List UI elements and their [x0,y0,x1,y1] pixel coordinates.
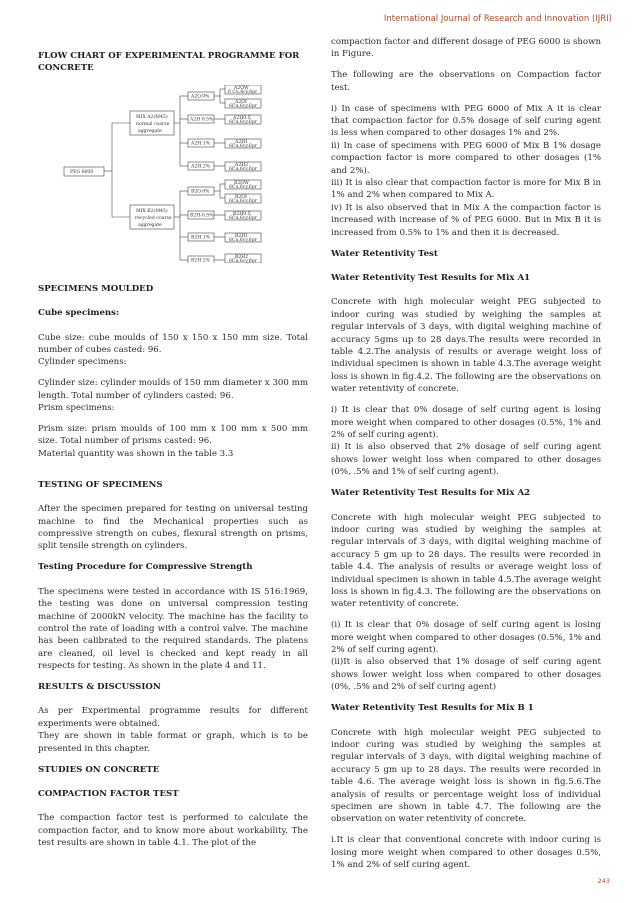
flowchart-heading: FLOW CHART OF EXPERIMENTAL PROGRAMME FOR CONCRETE [38,51,300,74]
results-text-1: As per Experimental programme results for different experiments were obtained. [38,706,308,729]
cylinder-label: Cylinder specimens: [38,357,127,368]
mix-a1-observation: i) It is clear that 0% dosage of self curing agent is losing more weight when compared to other dosages (0.5%, 1% and 2% of self curing agent). [331,405,601,440]
mix-a2-heading: Water Retentivity Test Results for Mix A2 [331,488,531,499]
flow-b-leaf-code: B2OW [234,180,249,186]
mix-a1-heading: Water Retentivity Test Results for Mix A1 [331,273,531,283]
flow-mix-a-line3: aggregate [138,128,162,134]
flow-b-leaf-detail: 6Cu,6cy,6pr [229,215,257,221]
results-text-2: They are shown in table format or graph, which is to be presented in this chapter. [38,731,308,754]
flow-a-node-label: A2H 0.5% [190,117,214,123]
flow-b-node-label: B2H-0.5% [190,213,214,219]
results-heading: RESULTS & DISCUSSION [38,682,161,693]
flow-a-leaf-detail: 6Cu,6cy,6pr [229,166,257,172]
testing-text: After the specimen prepared for testing on universal testing machine to find the Mechanical properties such as compressive strength on cubes, flexural strength on prisms, split tensile strength on cylinders. [38,504,308,552]
flow-b-node-label: B2O.0% [191,189,210,195]
flow-a-node-label: A2O.0% [191,94,210,100]
journal-header: International Journal of Research and Innovation (IJRI) [383,14,612,24]
flow-a-leaf-code: A2H2 [235,162,249,168]
flow-mix-b-line2: recycled coarse [135,215,172,221]
flow-mix-b-line3: aggregate [138,222,162,228]
mix-b1-observation: i.It is clear that conventional concrete with indoor curing is losing more weight when compared to other dosages 0.5%, 1% and 2% of self curing agent. [331,835,601,871]
flow-b-leaf-detail: 6Cu,6cy,6pr [229,258,257,263]
observation-item: iv) It is also observed that in Mix A the compaction factor is increased with increase of % of PEG 6000. But in Mix B it is increased from 0.5% to 1% and then it is decreased. [331,202,601,238]
flow-a-node-label: A2H.2% [191,164,210,170]
right-column [331,36,601,880]
flowchart-figure [62,85,262,263]
material-note: Material quantity was shown in the table 3.3 [38,448,234,459]
mix-a1-text: Concrete with high molecular weight PEG subjected to indoor curing was studied by weighing the samples at regular intervals of 3 days, with digital weighing machine of accuracy 5gms up to 28 days.The results were recorded in table 4.2.The analysis of results or average weight loss of individual specimen is shown in table 4.3.The average weight loss is shown in fig.4.2. The following are the observations on water retentivity of concrete. [331,297,601,395]
specimens-heading: SPECIMENS MOULDED [38,283,154,294]
flow-a-leaf-code: A2H1 [235,139,249,145]
prism-size-text: Prism size: prism moulds of 100 mm x 100 mm x 500 mm size. Total number of prisms casted: 96. [38,424,308,447]
flow-a-leaf-detail: 6Cu,6cy,6pr [229,103,257,109]
flow-mix-a-line2: normal coarse [136,121,170,127]
cube-size-text: Cube size: cube moulds of 150 x 150 x 150 mm size. Total number of cubes casted: 96. [38,332,308,356]
flow-b-leaf-detail: 6Cu,6cy,6pr [229,198,257,204]
mix-a2-text: Concrete with high molecular weight PEG subjected to indoor curing was studied by weighing the samples at regular intervals of 3 days, with digital weighing machine of accuracy 5 gm up to 28 days. The results were recorded in table 4.4. The analysis of results or average weight loss of individual specimen is shown in table 4.5.The average weight loss is shown in fig.4.3. The following are the observations on water retentivity of concrete. [331,512,601,610]
flow-b-leaf-code: B2H0.5 [233,211,251,217]
mix-a2-observation: (ii)It is also observed that 1% dosage of self curing agent shows lower weight loss when compared to other dosages (0%, .5% and 2% of self curing agent) [331,657,601,693]
flow-b-leaf-code: B2H1 [235,233,249,239]
flow-b-node-label: B2H 1% [191,235,211,241]
left-column [38,36,308,858]
flow-mix-a-line1: MIX A2(M45) [136,114,168,120]
flow-b-leaf-detail: 6Cu,6cy,6pr [229,237,257,243]
flow-root-label: PEG 6000 [70,169,94,175]
flow-a-leaf-code: A2OW [234,85,249,91]
studies-heading: STUDIES ON CONCRETE [38,764,160,775]
cube-heading: Cube specimens: [38,308,120,319]
procedure-heading: Testing Procedure for Compressive Strength [38,562,253,573]
observations-intro: The following are the observations on Compaction factor test. [331,70,601,93]
compaction-text: The compaction factor test is performed to calculate the compaction factor, and to know more about workability. The test results are shown in table 4.1. The plot of the [38,813,308,849]
flow-a-leaf-detail: 6 Cu,6cy,6pr [228,89,258,95]
testing-heading: TESTING OF SPECIMENS [38,479,163,490]
flow-a-node-label: A2H.1% [191,141,210,147]
cylinder-size-text: Cylinder size: cylinder moulds of 150 mm diameter x 300 mm length. Total number of cylinders casted: 96. [38,378,308,401]
compaction-continued-text: compaction factor and different dosage of PEG 6000 is shown in Figure. [331,37,601,60]
flow-a-leaf-detail: 6Cu,6cy,6pr [229,143,257,149]
page-number: 243 [597,877,610,885]
observation-item: ii) In case of specimens with PEG 6000 of Mix B 1% dosage compaction factor is more compared to other dosages (1% and 2%). [331,140,601,176]
flow-b-node-label: B2H 2% [191,258,211,263]
mix-b1-text: Concrete with high molecular weight PEG subjected to indoor curing was studied by weighing the samples at regular intervals of 3 days, with digital weighing machine of accuracy 5 gm up to 28 days. The results were recorded in table 4.6. The average weight loss is shown in fig.5.6.The analysis of results or percentage weight loss of individual specimen are shown in table 4.7. The following are the observation on water retentivity of concrete. [331,727,601,825]
flow-mix-b-line1: MIX B2(M45) [136,208,168,214]
flow-a-leaf-code: A2OI [235,99,247,105]
mix-a1-observation: ii) It is also observed that 2% dosage of self curing agent shows lower weight loss when compared to other dosages (0%, .5% and 1% of self curing agent). [331,442,601,478]
mix-b1-heading: Water Retentivity Test Results for Mix B 1 [331,703,534,714]
observation-item: iii) It is also clear that compaction factor is more for Mix B in 1% and 2% when compared to Mix A. [331,178,601,201]
prism-label: Prism specimens: [38,403,115,414]
water-retentivity-heading: Water Retentivity Test [331,248,438,259]
observation-item: i) In case of specimens with PEG 6000 of Mix A it is clear that compaction factor for 0.5% dosage of self curing agent is less when compared to other dosages 1% and 2%. [331,103,601,139]
flow-b-leaf-code: B2H2 [235,254,249,260]
flow-a-leaf-code: A2H0.5 [233,115,251,121]
procedure-text: The specimens were tested in accordance with IS 516:1969, the testing was done on universal compression testing machine of 2000kN velocity. The machine has the facility to control the rate of loading with a control valve. The machine has been calibrated to the required standards. The platens are cleaned, oil level is checked and kept ready in all respects for testing. As shown in the plate 4 and 11. [38,586,308,672]
compaction-heading: COMPACTION FACTOR TEST [38,789,179,799]
flow-b-leaf-code: B2OI [235,194,247,200]
mix-a2-observation: (i) It is clear that 0% dosage of self curing agent is losing more weight when compared to other dosages (0.5%, 1% and 2% of self curing agent). [331,620,601,656]
flow-a-leaf-detail: 6Cu,6cy,6pr [229,119,257,125]
flow-b-leaf-detail: 6Cu,6cy,6pr [229,184,257,190]
